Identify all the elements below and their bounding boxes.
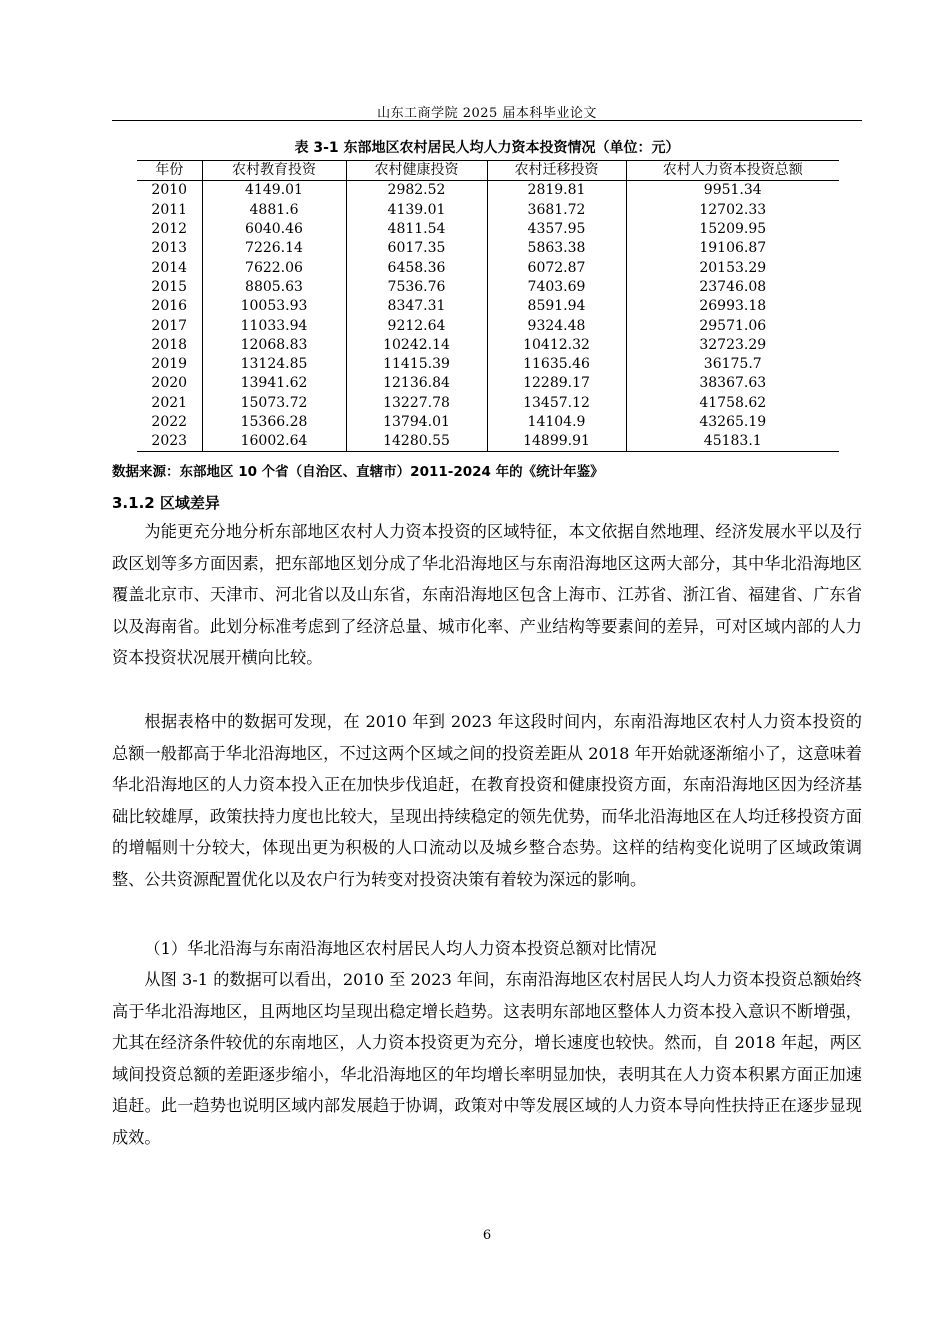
cell-education: 15366.28 (202, 413, 346, 432)
cell-year: 2022 (151, 414, 188, 430)
cell-migration: 11635.46 (487, 355, 626, 374)
cell-total: 29571.06 (626, 316, 839, 335)
cell-education: 16002.64 (202, 432, 346, 452)
cell-health: 14280.55 (346, 432, 487, 452)
cell-year: 2015 (151, 278, 188, 295)
cell-year: 2011 (151, 201, 188, 218)
cell-education: 12068.83 (202, 336, 346, 355)
cell-total: 15209.95 (626, 220, 839, 239)
column-header-year: 年份 (155, 162, 184, 179)
table-body (137, 181, 839, 452)
cell-total: 20153.29 (626, 258, 839, 277)
cell-health: 12136.84 (346, 374, 487, 393)
cell-education: 15073.72 (202, 394, 346, 413)
body-paragraph-2: 根据表格中的数据可发现，在 2010 年到 2023 年这段时间内，东南沿海地区农村人力资本投资的总额一般都高于华北沿海地区，不过这两个区域之间的投资差距从 2018 年开始就逐渐缩小了，这意味着华北沿海地区的人力资本投入正在加快步伐追赶，在教育投资和健康投资方面，东南沿海地区因为经济基础比较雄厚，政策扶持力度也比较大，呈现出持续稳定的领先优势，而华北沿海地区在人均迁移投资方面的增幅则十分较大，体现出更为积极的人口流动以及城乡整合态势。这样的结构变化说明了区域政策调整、公共资源配置优化以及农户行为转变对投资决策有着较为深远的影响。 (112, 712, 862, 889)
cell-total: 41758.62 (626, 394, 839, 413)
cell-migration: 8591.94 (487, 297, 626, 316)
cell-migration: 12289.17 (487, 374, 626, 393)
cell-education: 8805.63 (202, 278, 346, 297)
cell-year: 2023 (151, 433, 188, 450)
cell-migration: 14104.9 (487, 413, 626, 432)
cell-health: 2982.52 (346, 181, 487, 201)
cell-year: 2019 (151, 356, 188, 373)
cell-migration: 13457.12 (487, 394, 626, 413)
table-source-note: 数据来源：东部地区 10 个省（自治区、直辖市）2011-2024 年的《统计年鉴》 (112, 464, 604, 480)
table-row (137, 374, 839, 393)
cell-education: 13941.62 (202, 374, 346, 393)
header-rule (112, 120, 862, 121)
cell-health: 11415.39 (346, 355, 487, 374)
cell-total: 19106.87 (626, 239, 839, 258)
cell-migration: 5863.38 (487, 239, 626, 258)
table-row (137, 394, 839, 413)
cell-health: 4139.01 (346, 201, 487, 220)
cell-total: 32723.29 (626, 336, 839, 355)
cell-total: 12702.33 (626, 201, 839, 220)
table-title: 表 3-1 东部地区农村居民人均人力资本投资情况（单位：元） (294, 140, 680, 156)
cell-education: 10053.93 (202, 297, 346, 316)
body-paragraph-1: 为能更充分地分析东部地区农村人力资本投资的区域特征，本文依据自然地理、经济发展水平以及行政区划等多方面因素，把东部地区划分成了华北沿海地区与东南沿海地区这两大部分，其中华北沿海地区覆盖北京市、天津市、河北省以及山东省，东南沿海地区包含上海市、江苏省、浙江省、福建省、广东省以及海南省。此划分标准考虑到了经济总量、城市化率、产业结构等要素间的差异，可对区域内部的人力资本投资状况展开横向比较。 (112, 522, 862, 667)
cell-total: 38367.63 (626, 374, 839, 393)
column-header-health: 农村健康投资 (346, 161, 487, 181)
column-header-total: 农村人力资本投资总额 (626, 161, 839, 181)
table-row (137, 355, 839, 374)
cell-education: 7622.06 (202, 258, 346, 277)
body-paragraph-3: 从图 3-1 的数据可以看出，2010 至 2023 年间，东南沿海地区农村居民人均人力资本投资总额始终高于华北沿海地区，且两地区均呈现出稳定增长趋势。这表明东部地区整体人力资本投入意识不断增强，尤其在经济条件较优的东南地区，人力资本投资更为充分，增长速度也较快。然而，自 2018 年起，两区域间投资总额的差距逐步缩小，华北沿海地区的年均增长率明显加快，表明其在人力资本积累方面正加速追赶。此一趋势也说明区域内部发展趋于协调，政策对中等发展区域的人力资本导向性扶持正在逐步显现成效。 (112, 970, 862, 1147)
cell-migration: 2819.81 (487, 181, 626, 201)
cell-education: 4881.6 (202, 201, 346, 220)
cell-year: 2018 (151, 336, 188, 353)
cell-health: 6458.36 (346, 258, 487, 277)
cell-education: 6040.46 (202, 220, 346, 239)
page-number: 6 (482, 1228, 492, 1243)
table-row (137, 278, 839, 297)
table-row (137, 413, 839, 432)
cell-total: 43265.19 (626, 413, 839, 432)
table-row (137, 181, 839, 201)
cell-health: 6017.35 (346, 239, 487, 258)
cell-education: 7226.14 (202, 239, 346, 258)
table-row (137, 316, 839, 335)
column-header-migration: 农村迁移投资 (487, 161, 626, 181)
table-row (137, 220, 839, 239)
table-row (137, 258, 839, 277)
cell-total: 36175.7 (626, 355, 839, 374)
cell-year: 2020 (151, 375, 188, 392)
cell-total: 45183.1 (626, 432, 839, 452)
investment-table (137, 160, 839, 452)
cell-migration: 4357.95 (487, 220, 626, 239)
cell-health: 8347.31 (346, 297, 487, 316)
cell-year: 2010 (151, 182, 188, 199)
table-header-row (137, 161, 839, 181)
section-heading: 3.1.2 区域差异 (112, 494, 220, 512)
cell-health: 7536.76 (346, 278, 487, 297)
cell-total: 9951.34 (626, 181, 839, 201)
subheading-paragraph: （1）华北沿海与东南沿海地区农村居民人均人力资本投资总额对比情况 (144, 939, 657, 958)
cell-year: 2016 (151, 298, 188, 315)
cell-migration: 10412.32 (487, 336, 626, 355)
cell-health: 9212.64 (346, 316, 487, 335)
cell-migration: 9324.48 (487, 316, 626, 335)
cell-total: 23746.08 (626, 278, 839, 297)
cell-year: 2021 (151, 394, 188, 411)
table-row (137, 201, 839, 220)
cell-education: 4149.01 (202, 181, 346, 201)
cell-migration: 3681.72 (487, 201, 626, 220)
table-row (137, 432, 839, 452)
cell-migration: 6072.87 (487, 258, 626, 277)
cell-health: 13227.78 (346, 394, 487, 413)
cell-total: 26993.18 (626, 297, 839, 316)
cell-year: 2012 (151, 221, 188, 238)
table-row (137, 297, 839, 316)
column-header-education: 农村教育投资 (202, 161, 346, 181)
table-row (137, 336, 839, 355)
table-row (137, 239, 839, 258)
cell-year: 2014 (151, 259, 188, 276)
cell-health: 13794.01 (346, 413, 487, 432)
cell-year: 2013 (151, 240, 188, 257)
cell-migration: 7403.69 (487, 278, 626, 297)
cell-health: 4811.54 (346, 220, 487, 239)
cell-year: 2017 (151, 317, 188, 334)
cell-health: 10242.14 (346, 336, 487, 355)
running-header: 山东工商学院 2025 届本科毕业论文 (377, 106, 597, 121)
cell-education: 11033.94 (202, 316, 346, 335)
cell-migration: 14899.91 (487, 432, 626, 452)
cell-education: 13124.85 (202, 355, 346, 374)
